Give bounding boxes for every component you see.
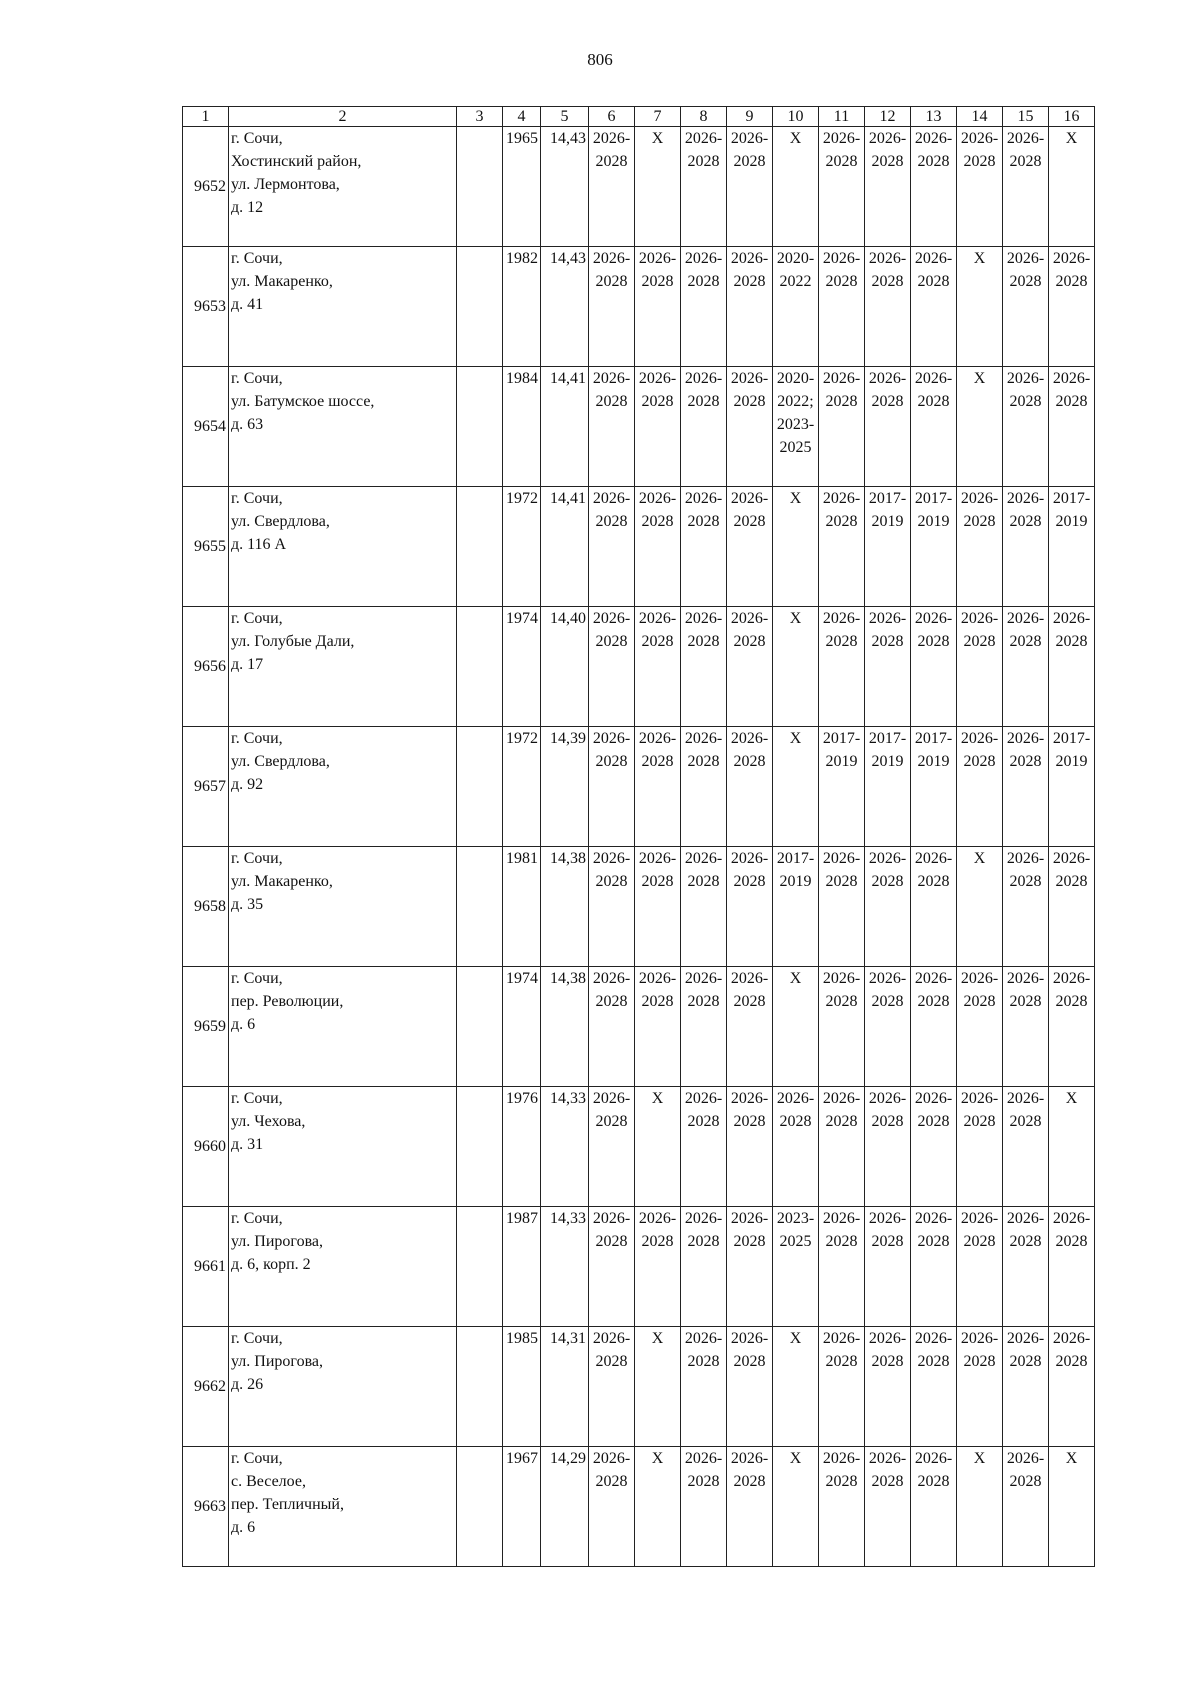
row-number-cell: 9659: [183, 967, 229, 1087]
period-cell: 2026- 2028: [727, 847, 773, 967]
column-header: 10: [773, 107, 819, 127]
period-cell: Х: [635, 127, 681, 247]
period-cell: 2026- 2028: [911, 1087, 957, 1207]
period-cell: Х: [957, 247, 1003, 367]
period-cell: 2026- 2028: [681, 367, 727, 487]
period-cell: 2026- 2028: [635, 607, 681, 727]
column-3-cell: [457, 487, 503, 607]
table-row: [183, 967, 1095, 1087]
table-row: [183, 127, 1095, 247]
period-cell: 2026- 2028: [773, 1087, 819, 1207]
area-cell: 14,43: [541, 247, 589, 367]
period-cell: 2026- 2028: [635, 847, 681, 967]
column-header: 13: [911, 107, 957, 127]
area-cell: 14,38: [541, 967, 589, 1087]
row-number-cell: 9663: [183, 1447, 229, 1567]
period-cell: 2026- 2028: [1003, 607, 1049, 727]
period-cell: 2026- 2028: [911, 847, 957, 967]
period-cell: Х: [1049, 1447, 1095, 1567]
period-cell: Х: [773, 967, 819, 1087]
period-cell: 2017- 2019: [865, 487, 911, 607]
address-cell: г. Сочи, с. Веселое, пер. Тепличный, д. 6: [229, 1447, 457, 1567]
period-cell: 2026- 2028: [1003, 847, 1049, 967]
period-cell: 2020- 2022; 2023- 2025: [773, 367, 819, 487]
address-cell: г. Сочи, ул. Пирогова, д. 6, корп. 2: [229, 1207, 457, 1327]
period-cell: 2026- 2028: [681, 967, 727, 1087]
column-3-cell: [457, 1327, 503, 1447]
period-cell: 2026- 2028: [865, 247, 911, 367]
column-header: 3: [457, 107, 503, 127]
period-cell: Х: [635, 1447, 681, 1567]
period-cell: Х: [1049, 1087, 1095, 1207]
period-cell: 2026- 2028: [589, 367, 635, 487]
column-header: 12: [865, 107, 911, 127]
address-cell: г. Сочи, ул. Пирогова, д. 26: [229, 1327, 457, 1447]
period-cell: 2026- 2028: [819, 1207, 865, 1327]
area-cell: 14,43: [541, 127, 589, 247]
period-cell: 2026- 2028: [1049, 607, 1095, 727]
year-cell: 1982: [503, 247, 541, 367]
column-header: 6: [589, 107, 635, 127]
column-header: 14: [957, 107, 1003, 127]
period-cell: 2026- 2028: [1003, 247, 1049, 367]
period-cell: 2026- 2028: [681, 1207, 727, 1327]
table-row: [183, 1327, 1095, 1447]
period-cell: 2026- 2028: [681, 727, 727, 847]
period-cell: 2026- 2028: [1003, 487, 1049, 607]
period-cell: Х: [773, 607, 819, 727]
address-cell: г. Сочи, ул. Чехова, д. 31: [229, 1087, 457, 1207]
row-number-cell: 9658: [183, 847, 229, 967]
period-cell: 2026- 2028: [589, 847, 635, 967]
period-cell: 2026- 2028: [727, 727, 773, 847]
period-cell: 2026- 2028: [727, 127, 773, 247]
column-header: 16: [1049, 107, 1095, 127]
period-cell: 2017- 2019: [865, 727, 911, 847]
table-body: [183, 107, 1095, 1567]
period-cell: 2026- 2028: [957, 487, 1003, 607]
year-cell: 1987: [503, 1207, 541, 1327]
period-cell: 2026- 2028: [589, 1327, 635, 1447]
address-cell: г. Сочи, Хостинский район, ул. Лермонтова, д. 12: [229, 127, 457, 247]
period-cell: 2026- 2028: [589, 607, 635, 727]
period-cell: 2026- 2028: [911, 1207, 957, 1327]
period-cell: 2026- 2028: [957, 1087, 1003, 1207]
period-cell: 2026- 2028: [819, 367, 865, 487]
table-row: [183, 247, 1095, 367]
table-row: [183, 1087, 1095, 1207]
year-cell: 1967: [503, 1447, 541, 1567]
period-cell: 2026- 2028: [865, 607, 911, 727]
row-number-cell: 9653: [183, 247, 229, 367]
period-cell: 2026- 2028: [681, 1087, 727, 1207]
address-cell: г. Сочи, ул. Макаренко, д. 41: [229, 247, 457, 367]
period-cell: 2026- 2028: [957, 1327, 1003, 1447]
row-number-cell: 9660: [183, 1087, 229, 1207]
period-cell: 2026- 2028: [1049, 847, 1095, 967]
year-cell: 1976: [503, 1087, 541, 1207]
period-cell: 2026- 2028: [957, 1207, 1003, 1327]
period-cell: 2026- 2028: [819, 607, 865, 727]
period-cell: 2026- 2028: [727, 1447, 773, 1567]
address-cell: г. Сочи, ул. Свердлова, д. 116 А: [229, 487, 457, 607]
period-cell: Х: [773, 1447, 819, 1567]
period-cell: Х: [773, 127, 819, 247]
period-cell: 2026- 2028: [727, 247, 773, 367]
period-cell: 2026- 2028: [635, 727, 681, 847]
period-cell: 2026- 2028: [865, 367, 911, 487]
column-3-cell: [457, 1207, 503, 1327]
column-header: 1: [183, 107, 229, 127]
period-cell: 2026- 2028: [819, 127, 865, 247]
period-cell: Х: [635, 1327, 681, 1447]
column-3-cell: [457, 967, 503, 1087]
period-cell: 2017- 2019: [819, 727, 865, 847]
area-cell: 14,41: [541, 367, 589, 487]
period-cell: 2026- 2028: [865, 1327, 911, 1447]
period-cell: 2026- 2028: [957, 127, 1003, 247]
column-3-cell: [457, 607, 503, 727]
period-cell: Х: [773, 727, 819, 847]
table-row: [183, 367, 1095, 487]
area-cell: 14,31: [541, 1327, 589, 1447]
period-cell: 2026- 2028: [957, 727, 1003, 847]
period-cell: 2026- 2028: [865, 1447, 911, 1567]
period-cell: Х: [957, 367, 1003, 487]
address-cell: г. Сочи, ул. Голубые Дали, д. 17: [229, 607, 457, 727]
period-cell: 2026- 2028: [1003, 1327, 1049, 1447]
address-cell: г. Сочи, пер. Революции, д. 6: [229, 967, 457, 1087]
year-cell: 1972: [503, 727, 541, 847]
year-cell: 1965: [503, 127, 541, 247]
period-cell: 2017- 2019: [773, 847, 819, 967]
period-cell: 2026- 2028: [911, 367, 957, 487]
period-cell: 2026- 2028: [1049, 247, 1095, 367]
period-cell: 2017- 2019: [1049, 727, 1095, 847]
year-cell: 1985: [503, 1327, 541, 1447]
period-cell: 2026- 2028: [727, 967, 773, 1087]
year-cell: 1972: [503, 487, 541, 607]
period-cell: Х: [773, 487, 819, 607]
period-cell: 2026- 2028: [681, 847, 727, 967]
period-cell: 2026- 2028: [865, 847, 911, 967]
period-cell: 2026- 2028: [819, 1447, 865, 1567]
column-header: 4: [503, 107, 541, 127]
period-cell: 2026- 2028: [865, 967, 911, 1087]
period-cell: 2026- 2028: [1003, 1447, 1049, 1567]
area-cell: 14,33: [541, 1207, 589, 1327]
period-cell: 2026- 2028: [865, 1087, 911, 1207]
period-cell: 2017- 2019: [911, 487, 957, 607]
period-cell: 2026- 2028: [589, 247, 635, 367]
period-cell: 2026- 2028: [819, 967, 865, 1087]
period-cell: 2026- 2028: [957, 607, 1003, 727]
period-cell: Х: [635, 1087, 681, 1207]
period-cell: 2026- 2028: [681, 247, 727, 367]
column-header: 8: [681, 107, 727, 127]
column-header: 9: [727, 107, 773, 127]
period-cell: 2026- 2028: [727, 1087, 773, 1207]
address-cell: г. Сочи, ул. Батумское шоссе, д. 63: [229, 367, 457, 487]
area-cell: 14,41: [541, 487, 589, 607]
period-cell: 2026- 2028: [635, 487, 681, 607]
column-3-cell: [457, 127, 503, 247]
address-cell: г. Сочи, ул. Макаренко, д. 35: [229, 847, 457, 967]
area-cell: 14,38: [541, 847, 589, 967]
table-row: [183, 727, 1095, 847]
period-cell: Х: [957, 1447, 1003, 1567]
period-cell: 2026- 2028: [1003, 727, 1049, 847]
period-cell: 2026- 2028: [819, 1327, 865, 1447]
period-cell: 2023- 2025: [773, 1207, 819, 1327]
period-cell: 2026- 2028: [865, 1207, 911, 1327]
column-3-cell: [457, 247, 503, 367]
area-cell: 14,39: [541, 727, 589, 847]
year-cell: 1981: [503, 847, 541, 967]
period-cell: 2026- 2028: [1049, 1327, 1095, 1447]
period-cell: 2026- 2028: [819, 847, 865, 967]
period-cell: 2026- 2028: [681, 127, 727, 247]
period-cell: 2026- 2028: [589, 967, 635, 1087]
column-header: 11: [819, 107, 865, 127]
row-number-cell: 9657: [183, 727, 229, 847]
row-number-cell: 9661: [183, 1207, 229, 1327]
column-3-cell: [457, 367, 503, 487]
period-cell: 2026- 2028: [1049, 967, 1095, 1087]
period-cell: 2026- 2028: [1003, 127, 1049, 247]
period-cell: 2026- 2028: [1003, 967, 1049, 1087]
column-header: 2: [229, 107, 457, 127]
period-cell: 2026- 2028: [727, 487, 773, 607]
year-cell: 1974: [503, 607, 541, 727]
page-number: 806: [587, 50, 613, 69]
period-cell: 2026- 2028: [681, 607, 727, 727]
period-cell: 2026- 2028: [589, 727, 635, 847]
period-cell: 2026- 2028: [589, 1207, 635, 1327]
period-cell: 2026- 2028: [819, 487, 865, 607]
period-cell: 2026- 2028: [681, 487, 727, 607]
period-cell: 2026- 2028: [865, 127, 911, 247]
column-3-cell: [457, 1087, 503, 1207]
period-cell: 2026- 2028: [911, 967, 957, 1087]
period-cell: 2026- 2028: [635, 247, 681, 367]
column-header: 7: [635, 107, 681, 127]
period-cell: 2017- 2019: [1049, 487, 1095, 607]
period-cell: 2026- 2028: [911, 1327, 957, 1447]
row-number-cell: 9655: [183, 487, 229, 607]
period-cell: 2026- 2028: [727, 1327, 773, 1447]
period-cell: 2026- 2028: [727, 607, 773, 727]
year-cell: 1984: [503, 367, 541, 487]
table-row: [183, 847, 1095, 967]
address-cell: г. Сочи, ул. Свердлова, д. 92: [229, 727, 457, 847]
period-cell: 2026- 2028: [589, 1447, 635, 1567]
period-cell: 2026- 2028: [635, 367, 681, 487]
period-cell: 2026- 2028: [681, 1327, 727, 1447]
period-cell: 2026- 2028: [1003, 367, 1049, 487]
period-cell: 2026- 2028: [1049, 1207, 1095, 1327]
year-cell: 1974: [503, 967, 541, 1087]
period-cell: Х: [957, 847, 1003, 967]
row-number-cell: 9662: [183, 1327, 229, 1447]
column-header: 15: [1003, 107, 1049, 127]
column-header: 5: [541, 107, 589, 127]
table-row: [183, 1207, 1095, 1327]
period-cell: 2026- 2028: [819, 1087, 865, 1207]
period-cell: 2026- 2028: [911, 247, 957, 367]
period-cell: 2026- 2028: [1003, 1087, 1049, 1207]
period-cell: 2026- 2028: [681, 1447, 727, 1567]
period-cell: 2026- 2028: [957, 967, 1003, 1087]
period-cell: 2017- 2019: [911, 727, 957, 847]
row-number-cell: 9654: [183, 367, 229, 487]
area-cell: 14,40: [541, 607, 589, 727]
period-cell: 2026- 2028: [635, 967, 681, 1087]
period-cell: 2026- 2028: [589, 127, 635, 247]
column-3-cell: [457, 727, 503, 847]
period-cell: 2026- 2028: [727, 1207, 773, 1327]
period-cell: 2026- 2028: [911, 127, 957, 247]
row-number-cell: 9656: [183, 607, 229, 727]
period-cell: 2026- 2028: [819, 247, 865, 367]
column-header-row: [183, 107, 1095, 127]
column-3-cell: [457, 1447, 503, 1567]
period-cell: 2026- 2028: [1049, 367, 1095, 487]
table-row: [183, 607, 1095, 727]
period-cell: 2026- 2028: [911, 607, 957, 727]
period-cell: 2026- 2028: [589, 1087, 635, 1207]
column-3-cell: [457, 847, 503, 967]
period-cell: 2026- 2028: [727, 367, 773, 487]
area-cell: 14,33: [541, 1087, 589, 1207]
period-cell: 2026- 2028: [1003, 1207, 1049, 1327]
period-cell: 2026- 2028: [911, 1447, 957, 1567]
period-cell: 2026- 2028: [635, 1207, 681, 1327]
period-cell: Х: [773, 1327, 819, 1447]
housing-table: [182, 106, 1095, 1567]
period-cell: Х: [1049, 127, 1095, 247]
table-row: [183, 1447, 1095, 1567]
area-cell: 14,29: [541, 1447, 589, 1567]
period-cell: 2026- 2028: [589, 487, 635, 607]
table-row: [183, 487, 1095, 607]
period-cell: 2020- 2022: [773, 247, 819, 367]
row-number-cell: 9652: [183, 127, 229, 247]
